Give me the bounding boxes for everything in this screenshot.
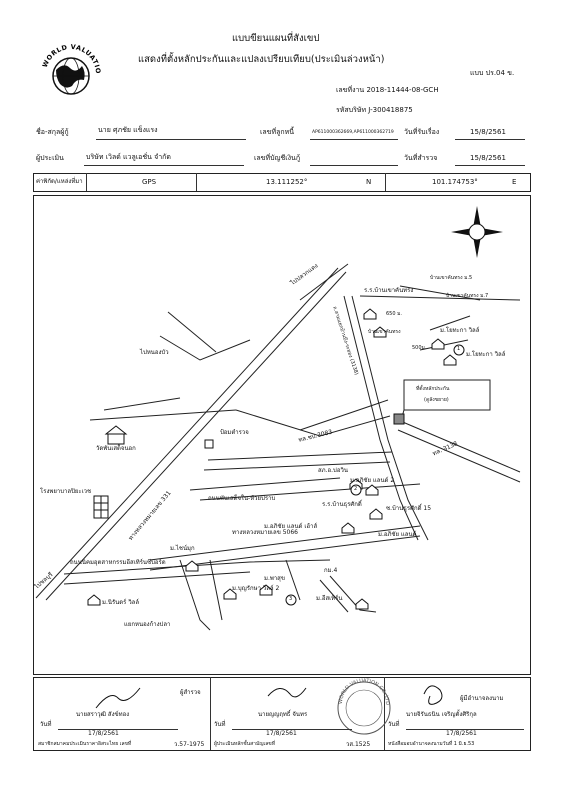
marker-1-label: 1 (457, 346, 461, 352)
surveyor-date-label: วันที่ (40, 721, 52, 728)
label-industrial: ถนนนิคมอุตสาหกรรมอีสเทิร์นซีบอร์ด (70, 559, 166, 566)
appraiser-name: บริษัท เวิลด์ แวลูเอชั่น จำกัด (86, 153, 171, 161)
survey-date: 15/8/2561 (470, 154, 506, 162)
stamp-text: WORLD VALUATION CO.,LTD (337, 677, 391, 706)
member-label: สมาชิกสมาคมประเมินราคาอิสระไทย เลขที่ (38, 741, 132, 747)
label-orchid: ม.อภิชัย แลนด์ (378, 531, 417, 538)
label-boonrak: ม.บุญรักษา วิลล์ 2 (232, 585, 280, 592)
appraiser-cert-label: ผู้ประเมินหลักชั้นสามัญเลขที่ (214, 741, 275, 747)
appraiser-date: 17/8/2561 (266, 730, 297, 737)
job-number: เลขที่งาน 2018-11444-08-GCH (336, 86, 439, 94)
customer-label: ชื่อ-สกุลผู้กู้ (36, 128, 69, 136)
form-code: แบบ ปร.04 ข. (470, 69, 515, 77)
label-lohtaka2: ม.โยทะกา วิลล์ (466, 351, 506, 358)
customer-name: นาย ศุภชัย แข็งแรง (98, 126, 158, 134)
label-orchid-house: ม.อภิชัย แลนด์ เฮ้าส์ (264, 523, 318, 530)
auth-name: นายจิรันธนิน เจริญตั้งศิริกุล (406, 711, 477, 718)
debtor-no-label: เลขที่ลูกหนี้ (260, 128, 295, 136)
coords-lon-dir: E (512, 178, 517, 186)
label-dist650: 650 ม. (386, 311, 403, 317)
label-road3138: ทล. 3138 (431, 440, 459, 458)
label-wat: วัดพันเสด็จนอก (96, 445, 136, 452)
label-lohtaka: ม.โยทะกา วิลล์ (440, 327, 480, 334)
label-eastern: ม.อีสเทิร์น (316, 595, 343, 602)
auth-label: ผู้มีอำนาจลงนาม (460, 695, 504, 702)
label-market: สภ.อ.บ่อวิน (318, 467, 348, 474)
page-subtitle: แสดงที่ตั้งหลักประกันและแปลงเปรียบเทียบ(ประเมินล่วงหน้า) (138, 54, 385, 65)
label-hwy5066: ทางหลวงหมายเลข 5066 (232, 529, 298, 536)
appraiser-sign-name: นายญญฤทธิ์ จันทร (258, 711, 308, 718)
label-thai-school: ร.ร.บ้านธุรศักดิ์ (322, 501, 362, 508)
debtor-no: AP611000362669,AP611000362719 (312, 130, 394, 135)
auth-date: 17/8/2561 (446, 730, 477, 737)
label-3138-road: ถ.สามแยกบ้านบึง-ระยอง (3138) (331, 305, 360, 376)
account-label: เลขที่บัญชีเงินกู้ (254, 154, 301, 162)
coords-label: ค่าพิกัด/แหล่งที่มา (36, 178, 83, 185)
marker-2-label: 2 (354, 486, 358, 492)
label-hwy331: ทางหลวงหมายเลข 331 (127, 489, 173, 542)
surveyor-signature (96, 688, 140, 708)
label-junction: แยกหนองก้างปลา (124, 621, 171, 628)
label-collateral-2: (ดูลังขยาย) (424, 397, 449, 403)
label-to-pluakdaeng: ไปปลวกแดง (289, 262, 320, 287)
surveyor-label: ผู้สำรวจ (180, 689, 201, 696)
received-date: 15/8/2561 (470, 128, 506, 136)
label-chon3083: ทล.ชบ.3083 (297, 428, 334, 444)
label-thai-village: ซ.บ้านธุรศักดิ์ 15 (386, 505, 432, 512)
label-village7: บ้านเขาคันทรง ม.7 (446, 293, 489, 299)
label-to-nongbon: ไปหนองบัว (140, 349, 169, 356)
member-no: ว.57-1975 (174, 741, 205, 748)
label-nirin: ม.นิรันดร์ วิลล์ (102, 599, 140, 606)
appraiser-label: ผู้ประเมิน (36, 154, 64, 162)
label-road-inner: ถนนพันเสด็จใน-ห้วยปราบ (208, 495, 276, 502)
appraiser-cert-no: วส.1525 (346, 741, 371, 748)
marker-3-label: 3 (289, 596, 293, 602)
auth-cert: หนังสือมอบอำนาจลงนามวันที่ 1 มิ.ย.53 (388, 741, 475, 747)
label-khao-village-loc: บ้านเขาคันทรง (368, 329, 401, 335)
label-hospital: โรงพยาบาลปิยะเวช (40, 488, 92, 495)
coords-lat-dir: N (366, 178, 372, 186)
logo-text: WORLD VALUATIO (40, 42, 103, 75)
received-label: วันที่รับเรื่อง (404, 128, 440, 136)
label-km4: กม.4 (324, 567, 338, 574)
label-khao-school: ร.ร.บ้านเขาคันทรง (364, 287, 414, 294)
page-title: แบบขียนแผนที่สังเขป (232, 33, 320, 44)
appraiser-date-label: วันที่ (214, 721, 226, 728)
label-dist500: 500ม. (412, 345, 427, 351)
coords-lat: 13.111252° (266, 178, 308, 186)
surveyor-name: นายสราวุฒิ สังข์ทอง (76, 711, 130, 718)
label-collateral-1: ที่ตั้งหลักประกัน (416, 386, 450, 392)
coords-source: GPS (142, 178, 157, 186)
auth-date-label: วันที่ (388, 721, 400, 728)
company-code: รหัสบริษัท J-300418875 (336, 106, 413, 114)
label-orchid2: ม.อภิชัย แลนด์ 2 (350, 477, 395, 484)
label-khao-village: บ้านเขาคันทรง ม.5 (430, 275, 473, 281)
label-police: ป้อมตำรวจ (220, 429, 249, 436)
coords-lon: 101.174753° (432, 178, 478, 186)
label-chainuk: ม.ไชน์มุก (170, 545, 195, 552)
auth-signature (424, 686, 442, 705)
appraiser-signature (268, 688, 306, 697)
surveyor-date: 17/8/2561 (88, 730, 119, 737)
survey-label: วันที่สำรวจ (404, 154, 438, 162)
label-pasuk: ม.พาสุข (264, 575, 285, 582)
label-to-bangkok: ไปชลบุรี (33, 571, 55, 591)
